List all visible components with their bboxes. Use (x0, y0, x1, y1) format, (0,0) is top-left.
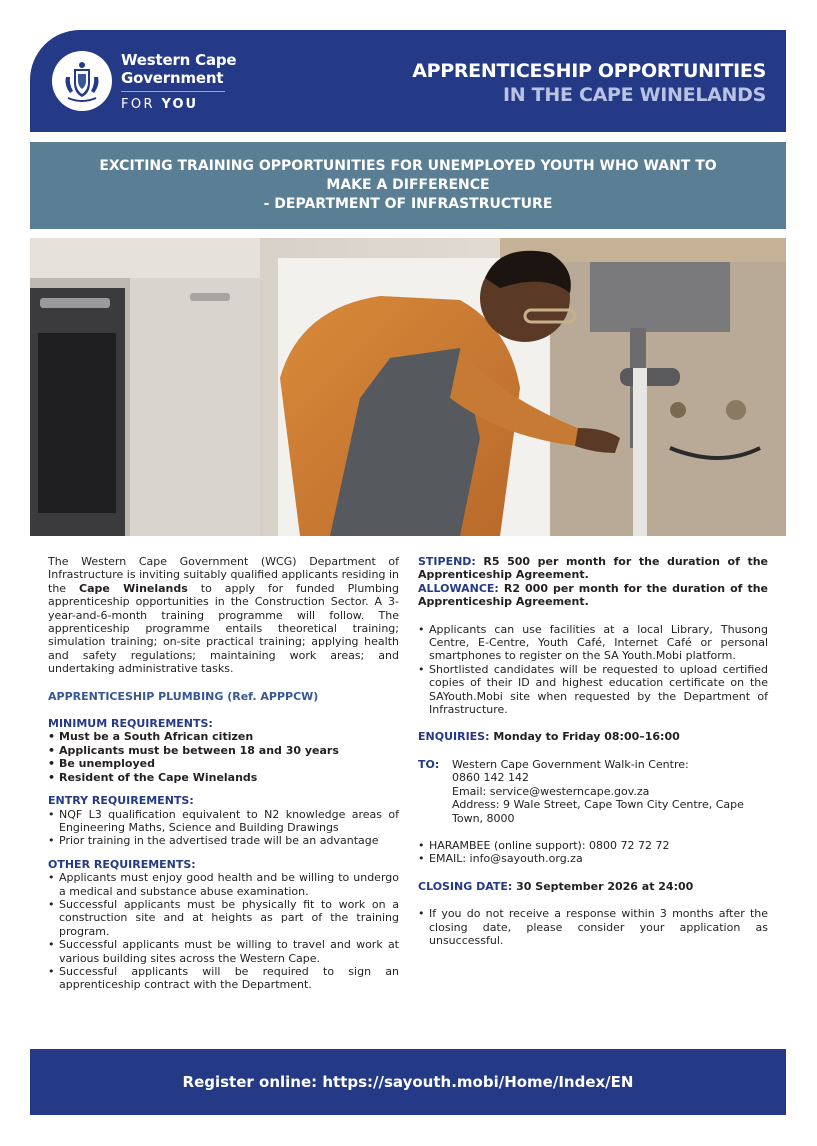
support-list (418, 839, 768, 866)
closing-date-text: 30 September 2026 at 24:00 (512, 879, 694, 893)
intro-text-part1: The Western Cape Government (WCG) Department of Infrastructure is inviting suitably qualified applicants residing in the (48, 555, 399, 595)
list-item: • Successful applicants must be willing to travel and work at various building sites across the Western Cape. (48, 938, 399, 965)
poster-title: APPRENTICESHIP OPPORTUNITIES (412, 60, 766, 82)
register-footer (30, 1049, 786, 1115)
intro-place: Cape Winelands (79, 581, 188, 595)
brand-divider (121, 91, 225, 92)
minimum-requirements-heading: MINIMUM REQUIREMENTS: (48, 717, 213, 731)
list-item: • Successful applicants will be required to sign an apprenticeship contract with the Department. (48, 965, 399, 992)
stipend-text: R5 500 per month for the duration of the Apprenticeship Agreement. (418, 555, 768, 582)
list-item: • NQF L3 qualification equivalent to N2 knowledge areas of Engineering Maths, Science and Building Drawings (48, 808, 399, 835)
coat-of-arms-icon (52, 51, 112, 111)
register-link[interactable]: Register online: https://sayouth.mobi/Home/Index/EN (182, 1073, 634, 1091)
right-column (418, 555, 768, 947)
brand-tagline (121, 97, 198, 112)
list-item: • Applicants must be between 18 and 30 years (48, 744, 399, 757)
contact-centre: Western Cape Government Walk-in Centre: (452, 757, 689, 771)
entry-requirements-heading: ENTRY REQUIREMENTS: (48, 794, 194, 808)
contact-email[interactable]: Email: service@westerncape.gov.za (452, 784, 650, 798)
allowance-info (418, 582, 768, 609)
enquiries-info (418, 730, 768, 743)
subheader-banner (30, 142, 786, 229)
subheader-line1: EXCITING TRAINING OPPORTUNITIES FOR UNEMPLOYED YOUTH WHO WANT TO (99, 158, 717, 174)
subheader-line3: - DEPARTMENT OF INFRASTRUCTURE (263, 196, 553, 212)
list-item: • HARAMBEE (online support): 0800 72 72 72 (418, 839, 768, 852)
list-item: • Applicants must enjoy good health and be willing to undergo a medical and substance abuse examination. (48, 871, 399, 898)
closing-note-list (418, 907, 768, 947)
subheader-line2: MAKE A DIFFERENCE (326, 177, 490, 193)
list-item: • Shortlisted candidates will be requested to upload certified copies of their ID and highest education certificate on the SAYouth.Mobi site when requested by the Department of Infrastructure. (418, 663, 768, 717)
brand-tagline-you: YOU (161, 97, 199, 112)
hero-photo-plumber (30, 238, 786, 536)
brand-tagline-for: FOR (121, 97, 155, 112)
list-item: • Resident of the Cape Winelands (48, 771, 399, 784)
list-item: • Applicants can use facilities at a local Library, Thusong Centre, E-Centre, Youth Café, Internet Café or personal smartphones to register on the SA Youth.Mobi platform. (418, 623, 768, 663)
list-item: • Be unemployed (48, 757, 399, 770)
minimum-requirements-list (48, 730, 399, 784)
header-banner (30, 30, 786, 132)
allowance-text: R2 000 per month for the duration of the Apprenticeship Agreement. (418, 581, 768, 609)
stipend-info (418, 555, 768, 582)
contact-phone[interactable]: 0860 142 142 (452, 771, 529, 785)
list-item: • If you do not receive a response within 3 months after the closing date, please consider your application as unsuccessful. (418, 907, 768, 947)
list-item: • Prior training in the advertised trade will be an advantage (48, 834, 399, 847)
other-requirements-heading: OTHER REQUIREMENTS: (48, 857, 196, 871)
position-reference: APPRENTICESHIP PLUMBING (Ref. APPPCW) (48, 689, 319, 703)
list-item[interactable]: • EMAIL: info@sayouth.org.za (418, 852, 768, 865)
coat-of-arms-logo (52, 51, 112, 111)
intro-paragraph (48, 555, 399, 676)
poster-subtitle: IN THE CAPE WINELANDS (503, 84, 766, 106)
contact-block (418, 758, 768, 825)
registration-info-list (418, 623, 768, 717)
closing-date-info (418, 880, 768, 893)
closing-date-label: CLOSING DATE: (418, 879, 513, 893)
contact-label: TO: (418, 757, 440, 771)
list-item: • Successful applicants must be physically fit to work on a construction site and at heights as part of the training program. (48, 898, 399, 938)
stipend-label: STIPEND: (418, 555, 476, 568)
enquiries-label: ENQUIRIES: (418, 730, 490, 744)
list-item: • Must be a South African citizen (48, 730, 399, 743)
enquiries-text: Monday to Friday 08:00–16:00 (489, 730, 680, 744)
contact-details (452, 758, 768, 825)
entry-requirements-list (48, 808, 399, 848)
brand-name-line1: Western Cape (121, 51, 237, 69)
brand-name-line2: Government (121, 69, 224, 87)
contact-address: Address: 9 Wale Street, Cape Town City Centre, Cape Town, 8000 (452, 798, 744, 825)
plumber-illustration (30, 238, 786, 536)
other-requirements-list (48, 871, 399, 992)
left-column (48, 555, 399, 992)
allowance-label: ALLOWANCE: (418, 581, 499, 595)
intro-text-part2: to apply for funded Plumbing apprenticeship opportunities in the Construction Sector. A 3-year-and-6-month training programme will follow. The apprenticeship programme entails theoretical training; simulation training; on-site practical training; applying health and safety regulations; maintaining work areas; and undertaking administrative tasks. (48, 581, 399, 676)
